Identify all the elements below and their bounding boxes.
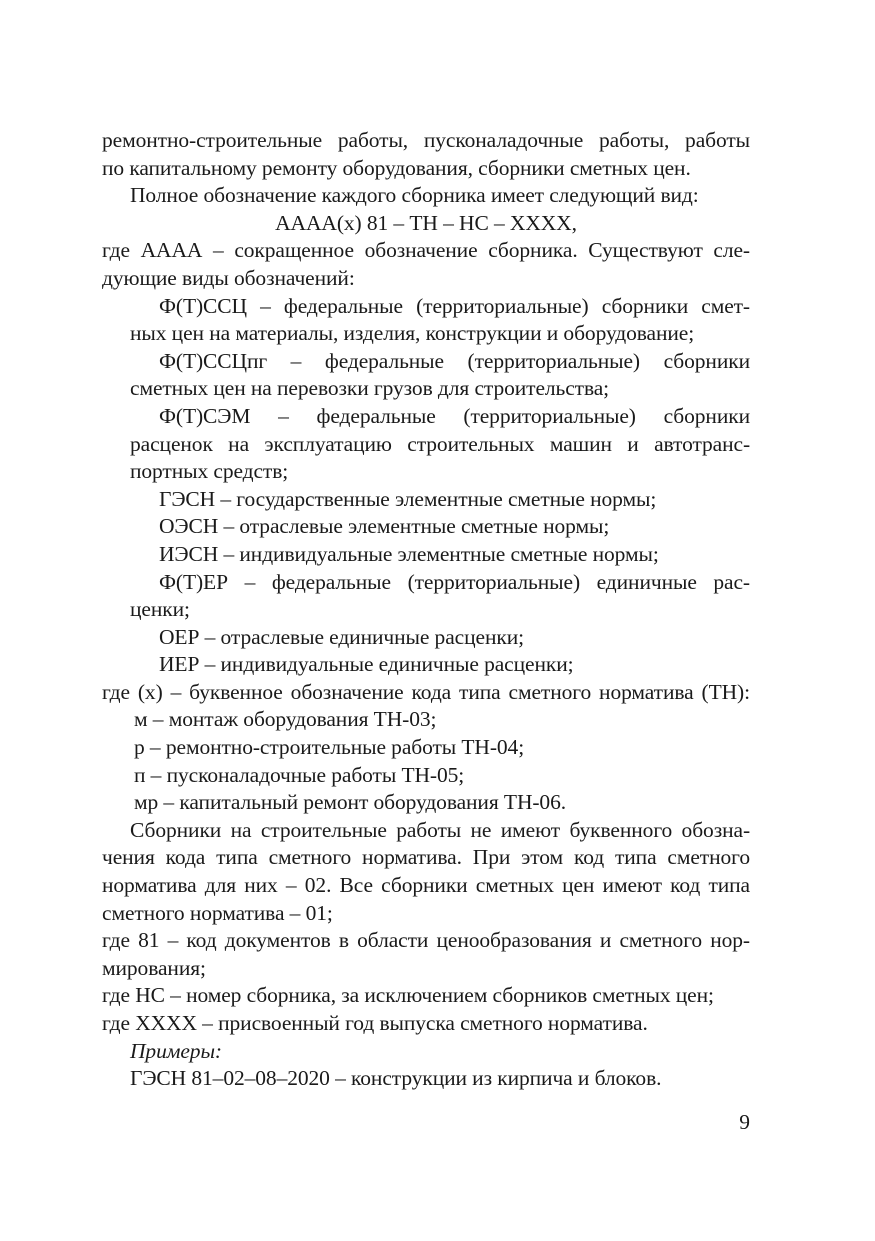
- type-code-item: м – монтаж оборудования ТН-03;: [134, 707, 437, 732]
- abbreviation-item: ОЭСН – отраслевые элементные сметные нормы;: [159, 514, 610, 539]
- designation-formula: АААА(х) 81 – ТН – НС – ХХХХ,: [275, 210, 577, 235]
- text-line: Полное обозначение каждого сборника имеет следующий вид:: [130, 183, 699, 208]
- abbreviation-item-continuation: портных средств;: [130, 459, 289, 484]
- abbreviation-item: ГЭСН – государственные элементные сметные нормы;: [159, 486, 657, 511]
- text-line: норматива для них – 02. Все сборники сметных цен имеют код типа: [102, 873, 750, 898]
- text-line: чения кода типа сметного норматива. При этом код типа сметного: [102, 845, 750, 870]
- text-line: где ХХХХ – присвоенный год выпуска сметного норматива.: [102, 1011, 648, 1035]
- abbreviation-item: Ф(Т)ЕР – федеральные (территориальные) единичные рас-: [159, 569, 750, 594]
- text-line: Сборники на строительные работы не имеют буквенного обозна-: [130, 817, 750, 842]
- text-line: где АААА – сокращенное обозначение сборника. Существуют сле-: [102, 238, 750, 263]
- abbreviation-item-continuation: ценки;: [130, 597, 190, 622]
- page-number: 9: [739, 1110, 750, 1134]
- abbreviation-item-continuation: ных цен на материалы, изделия, конструкции и оборудование;: [130, 321, 695, 346]
- type-code-list: [102, 706, 750, 816]
- abbreviation-item-continuation: сметных цен на перевозки грузов для строительства;: [130, 376, 610, 401]
- abbreviation-list: [102, 293, 750, 679]
- abbreviation-item: Ф(Т)ССЦ – федеральные (территориальные) сборники смет-: [159, 293, 750, 318]
- type-code-item: р – ремонтно-строительные работы ТН-04;: [134, 735, 525, 760]
- abbreviation-item: ИЭСН – индивидуальные элементные сметные нормы;: [159, 541, 659, 566]
- text-line: сметного норматива – 01;: [102, 900, 333, 925]
- abbreviation-item: Ф(Т)СЭМ – федеральные (территориальные) сборники: [159, 403, 750, 428]
- text-line: мирования;: [102, 955, 206, 980]
- text-line: ремонтно-строительные работы, пусконаладочные работы, работы: [102, 128, 750, 152]
- text-line: где 81 – код документов в области ценообразования и сметного нор-: [102, 928, 750, 953]
- type-code-item: п – пусконаладочные работы ТН-05;: [134, 762, 465, 787]
- abbreviation-item: ОЕР – отраслевые единичные расценки;: [159, 624, 524, 649]
- examples-heading: Примеры:: [130, 1038, 222, 1063]
- abbreviation-item: ИЕР – индивидуальные единичные расценки;: [159, 652, 574, 677]
- type-code-item: мр – капитальный ремонт оборудования ТН-06.: [134, 790, 566, 815]
- example-item: ГЭСН 81–02–08–2020 – конструкции из кирпича и блоков.: [130, 1066, 662, 1091]
- text-line: дующие виды обозначений:: [102, 265, 355, 290]
- text-line: где НС – номер сборника, за исключением сборников сметных цен;: [102, 983, 714, 1008]
- abbreviation-item: Ф(Т)ССЦпг – федеральные (территориальные) сборники: [159, 348, 750, 373]
- text-line: по капитальному ремонту оборудования, сборники сметных цен.: [102, 155, 691, 180]
- text-line: где (х) – буквенное обозначение кода типа сметного норматива (ТН):: [102, 679, 750, 704]
- page-body: [102, 127, 750, 1093]
- abbreviation-item-continuation: расценок на эксплуатацию строительных машин и автотранс-: [130, 431, 750, 456]
